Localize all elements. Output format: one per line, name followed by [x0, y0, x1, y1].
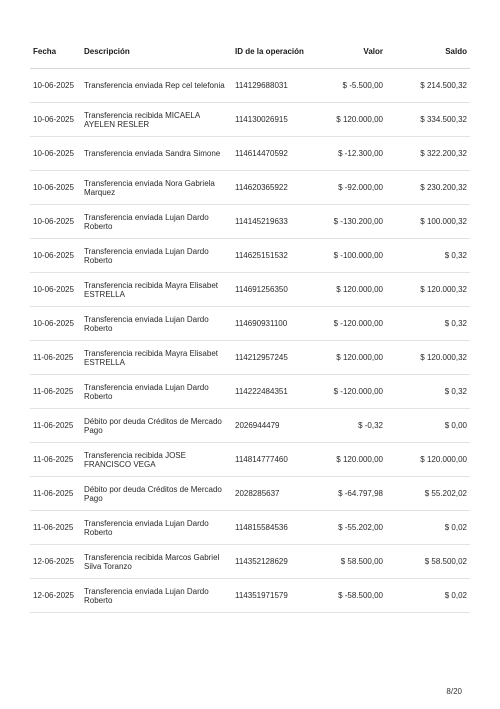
table-row	[30, 69, 470, 103]
cell-fecha: 10-06-2025	[30, 273, 81, 307]
table-header	[30, 34, 470, 69]
cell-id: 114614470592	[232, 137, 312, 171]
cell-saldo: $ 0,32	[386, 307, 470, 341]
cell-descripcion: Transferencia enviada Rep cel telefonia	[81, 69, 232, 103]
cell-valor: $ 120.000,00	[312, 103, 386, 137]
cell-fecha: 11-06-2025	[30, 341, 81, 375]
cell-valor: $ -120.000,00	[312, 375, 386, 409]
cell-id: 114222484351	[232, 375, 312, 409]
cell-valor: $ 120.000,00	[312, 273, 386, 307]
cell-descripcion: Transferencia recibida JOSE FRANCISCO VEGA	[81, 443, 232, 477]
cell-fecha: 11-06-2025	[30, 443, 81, 477]
cell-fecha: 10-06-2025	[30, 69, 81, 103]
cell-fecha: 11-06-2025	[30, 511, 81, 545]
column-header-fecha: Fecha	[30, 34, 81, 69]
cell-valor: $ 58.500,00	[312, 545, 386, 579]
cell-valor: $ -130.200,00	[312, 205, 386, 239]
cell-saldo: $ 55.202,02	[386, 477, 470, 511]
column-header-valor: Valor	[312, 34, 386, 69]
cell-id: 114352128629	[232, 545, 312, 579]
cell-id: 2026944479	[232, 409, 312, 443]
cell-saldo: $ 230.200,32	[386, 171, 470, 205]
cell-saldo: $ 0,00	[386, 409, 470, 443]
page-number: 8/20	[446, 687, 462, 696]
cell-fecha: 10-06-2025	[30, 239, 81, 273]
cell-saldo: $ 120.000,32	[386, 273, 470, 307]
cell-valor: $ -100.000,00	[312, 239, 386, 273]
cell-descripcion: Transferencia enviada Lujan Dardo Roberto	[81, 511, 232, 545]
cell-fecha: 11-06-2025	[30, 477, 81, 511]
cell-id: 114690931100	[232, 307, 312, 341]
cell-fecha: 12-06-2025	[30, 579, 81, 613]
table-row	[30, 307, 470, 341]
cell-descripcion: Transferencia enviada Nora Gabriela Marquez	[81, 171, 232, 205]
cell-saldo: $ 0,32	[386, 239, 470, 273]
cell-descripcion: Transferencia enviada Lujan Dardo Roberto	[81, 579, 232, 613]
cell-fecha: 12-06-2025	[30, 545, 81, 579]
cell-saldo: $ 214.500,32	[386, 69, 470, 103]
cell-id: 114212957245	[232, 341, 312, 375]
cell-id: 114815584536	[232, 511, 312, 545]
cell-saldo: $ 0,02	[386, 579, 470, 613]
table-row	[30, 375, 470, 409]
cell-saldo: $ 322.200,32	[386, 137, 470, 171]
cell-valor: $ -58.500,00	[312, 579, 386, 613]
cell-valor: $ -0,32	[312, 409, 386, 443]
table-row	[30, 239, 470, 273]
cell-saldo: $ 58.500,02	[386, 545, 470, 579]
cell-descripcion: Transferencia enviada Lujan Dardo Roberto	[81, 307, 232, 341]
column-header-saldo: Saldo	[386, 34, 470, 69]
table-row	[30, 137, 470, 171]
cell-descripcion: Transferencia recibida Mayra Elisabet ESTRELLA	[81, 273, 232, 307]
cell-id: 114129688031	[232, 69, 312, 103]
cell-descripcion: Transferencia enviada Lujan Dardo Roberto	[81, 239, 232, 273]
cell-descripcion: Débito por deuda Créditos de Mercado Pago	[81, 409, 232, 443]
cell-fecha: 11-06-2025	[30, 375, 81, 409]
cell-id: 114691256350	[232, 273, 312, 307]
cell-id: 114351971579	[232, 579, 312, 613]
cell-valor: $ -64.797,98	[312, 477, 386, 511]
cell-fecha: 10-06-2025	[30, 137, 81, 171]
cell-id: 114145219633	[232, 205, 312, 239]
column-header-id: ID de la operación	[232, 34, 312, 69]
transactions-table	[30, 34, 470, 613]
cell-valor: $ -12.300,00	[312, 137, 386, 171]
cell-fecha: 10-06-2025	[30, 103, 81, 137]
cell-id: 114625151532	[232, 239, 312, 273]
table-body	[30, 69, 470, 613]
table-row	[30, 579, 470, 613]
table-row	[30, 511, 470, 545]
cell-valor: $ -5.500,00	[312, 69, 386, 103]
table-row	[30, 273, 470, 307]
cell-saldo: $ 100.000,32	[386, 205, 470, 239]
cell-descripcion: Transferencia enviada Sandra Simone	[81, 137, 232, 171]
cell-fecha: 11-06-2025	[30, 409, 81, 443]
table-row	[30, 545, 470, 579]
cell-descripcion: Transferencia recibida MICAELA AYELEN RESLER	[81, 103, 232, 137]
cell-valor: $ 120.000,00	[312, 341, 386, 375]
cell-id: 114814777460	[232, 443, 312, 477]
cell-fecha: 10-06-2025	[30, 205, 81, 239]
cell-saldo: $ 0,32	[386, 375, 470, 409]
cell-valor: $ -120.000,00	[312, 307, 386, 341]
table-row	[30, 171, 470, 205]
table-row	[30, 341, 470, 375]
cell-valor: $ 120.000,00	[312, 443, 386, 477]
cell-id: 114620365922	[232, 171, 312, 205]
column-header-descripcion: Descripción	[81, 34, 232, 69]
table-row	[30, 103, 470, 137]
cell-saldo: $ 0,02	[386, 511, 470, 545]
table-row	[30, 205, 470, 239]
cell-valor: $ -92.000,00	[312, 171, 386, 205]
cell-saldo: $ 334.500,32	[386, 103, 470, 137]
table-row	[30, 409, 470, 443]
table-row	[30, 477, 470, 511]
cell-descripcion: Débito por deuda Créditos de Mercado Pago	[81, 477, 232, 511]
table-row	[30, 443, 470, 477]
cell-id: 114130026915	[232, 103, 312, 137]
cell-id: 2028285637	[232, 477, 312, 511]
cell-fecha: 10-06-2025	[30, 307, 81, 341]
cell-fecha: 10-06-2025	[30, 171, 81, 205]
cell-saldo: $ 120.000,00	[386, 443, 470, 477]
table-header-row	[30, 34, 470, 69]
cell-saldo: $ 120.000,32	[386, 341, 470, 375]
cell-descripcion: Transferencia recibida Mayra Elisabet ESTRELLA	[81, 341, 232, 375]
cell-descripcion: Transferencia recibida Marcos Gabriel Silva Toranzo	[81, 545, 232, 579]
cell-valor: $ -55.202,00	[312, 511, 386, 545]
cell-descripcion: Transferencia enviada Lujan Dardo Roberto	[81, 205, 232, 239]
cell-descripcion: Transferencia enviada Lujan Dardo Roberto	[81, 375, 232, 409]
